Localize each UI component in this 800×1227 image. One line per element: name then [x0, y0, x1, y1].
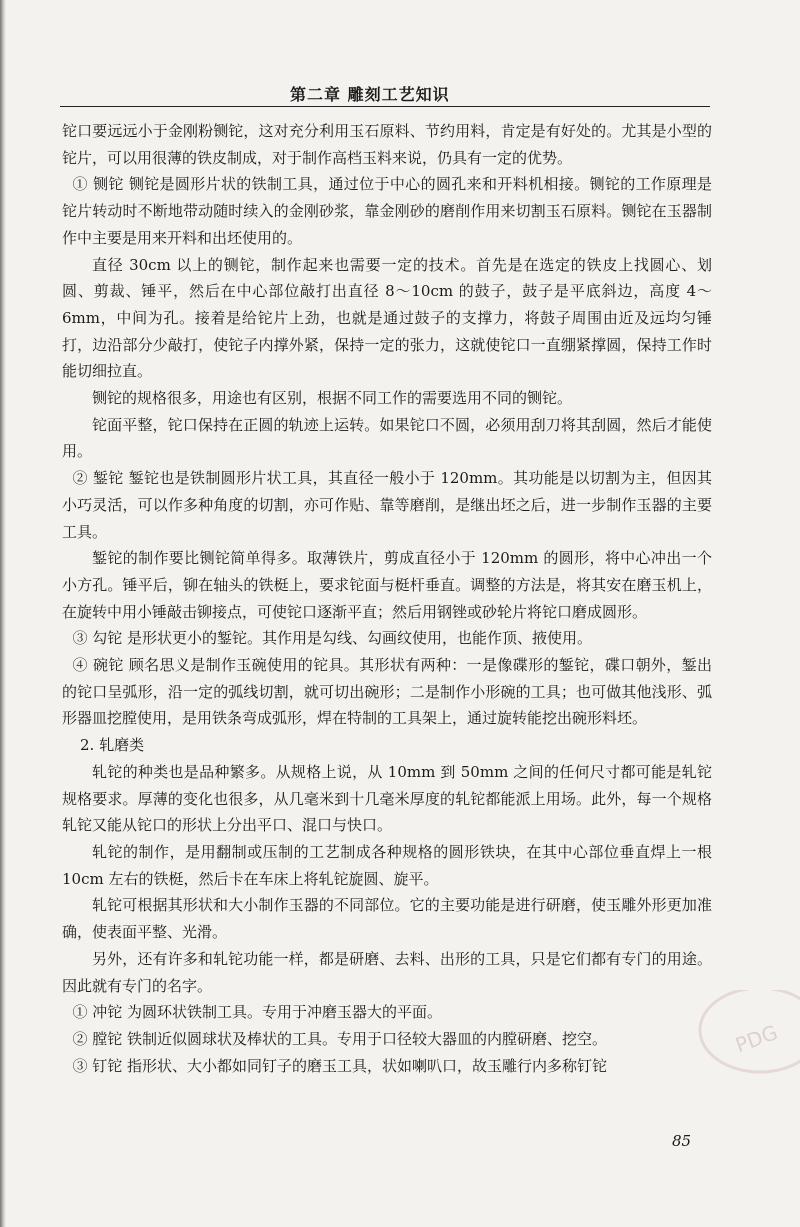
paragraph: 铊面平整，铊口保持在正圆的轨迹上运转。如果铊口不圆，必须用刮刀将其刮圆，然后才能使用。 — [62, 415, 712, 461]
paragraph: 直径 30cm 以上的铡铊，制作起来也需要一定的技术。首先是在选定的铁皮上找圆心、划圆、剪裁、锤平，然后在中心部位敲打出直径 8～10cm 的鼓子，鼓子是平底斜边，高度 4～6mm，中间为孔。接着是给铊片上劲，也就是通过鼓子的支撑力，将鼓子周围由近及远均匀锤打，边沿部分少敲打，使铊子内撑外紧，保持一定的张力，这就使铊口一直绷紧撑圆，保持工作时能切细拉直。 — [62, 255, 712, 381]
page-number: 85 — [672, 1132, 692, 1150]
paragraph: 轧铊的种类也是品种繁多。从规格上说，从 10mm 到 50mm 之间的任何尺寸都可能是轧铊规格要求。厚薄的变化也很多，从几毫米到十几毫米厚度的轧铊都能派上用场。此外，每一个规格轧铊又能从铊口的形状上分出平口、混口与快口。 — [62, 762, 712, 835]
paragraph: 錾铊的制作要比铡铊简单得多。取薄铁片，剪成直径小于 120mm 的圆形，将中心冲出一个小方孔。锤平后，铆在轴头的铁梃上，要求铊面与梃杆垂直。调整的方法是，将其安在磨玉机上，在旋转中用小锤敲击铆接点，可使铊口逐渐平直；然后用钢锉或砂轮片将铊口磨成圆形。 — [62, 549, 712, 621]
paragraph-item: ③ 钉铊 指形状、大小都如同钉子的磨玉工具，状如喇叭口，故玉雕行内多称钉铊 — [72, 1056, 608, 1075]
paragraph-item: ② 膛铊 铁制近似圆球状及棒状的工具。专用于口径较大器皿的内膛研磨、挖空。 — [72, 1029, 608, 1048]
paragraph-item: ② 錾铊 錾铊也是铁制圆形片状工具，其直径一般小于 120mm。其功能是以切割为主，但因其小巧灵活，可以作多种角度的切割，亦可作贴、靠等磨削，是继出坯之后，进一步制作玉器的主要工具。 — [62, 469, 712, 541]
chapter-title: 第二章 雕刻工艺知识 — [290, 85, 450, 104]
running-header — [60, 82, 710, 107]
section-heading: 2. 轧磨类 — [80, 736, 145, 755]
svg-text:PDG: PDG — [732, 1020, 781, 1058]
scan-binding-edge — [0, 0, 6, 1227]
paragraph-item: ① 冲铊 为圆环状铁制工具。专用于冲磨玉器大的平面。 — [72, 1003, 443, 1022]
paragraph-item: ① 铡铊 铡铊是圆形片状的铁制工具，通过位于中心的圆孔来和开料机相接。铡铊的工作原理是铊片转动时不断地带动随时续入的金刚砂浆，靠金刚砂的磨削作用来切割玉石原料。铡铊在玉器制作中主要是用来开料和出坯使用的。 — [62, 175, 712, 247]
paragraph-item: ③ 勾铊 是形状更小的錾铊。其作用是勾线、勾画纹使用，也能作顶、掖使用。 — [72, 629, 593, 648]
watermark-stamp — [650, 990, 800, 1080]
paragraph: 轧铊可根据其形状和大小制作玉器的不同部位。它的主要功能是进行研磨，使玉雕外形更加准确，使表面平整、光滑。 — [62, 896, 712, 942]
paragraph: 铊口要远远小于金刚粉铡铊，这对充分利用玉石原料、节约用料，肯定是有好处的。尤其是小型的铊片，可以用很薄的铁皮制成，对于制作高档玉料来说，仍具有一定的优势。 — [62, 122, 712, 167]
paragraph: 铡铊的规格很多，用途也有区别，根据不同工作的需要选用不同的铡铊。 — [92, 389, 573, 408]
paragraph: 另外，还有许多和轧铊功能一样，都是研磨、去料、出形的工具，只是它们都有专门的用途。因此就有专门的名字。 — [62, 949, 712, 995]
body-text — [62, 118, 712, 1079]
paragraph: 轧铊的制作，是用翻制或压制的工艺制成各种规格的圆形铁块，在其中心部位垂直焊上一根 10cm 左右的铁梃，然后卡在车床上将轧铊旋圆、旋平。 — [62, 842, 712, 888]
paragraph-item: ④ 碗铊 顾名思义是制作玉碗使用的铊具。其形状有两种：一是像碟形的錾铊，碟口朝外，錾出的铊口呈弧形，沿一定的弧线切割，就可切出碗形；二是制作小形碗的工具；也可做其他浅形、弧形器皿挖膛使用，是用铁条弯成弧形，焊在特制的工具架上，通过旋转能挖出碗形料坯。 — [62, 656, 712, 728]
